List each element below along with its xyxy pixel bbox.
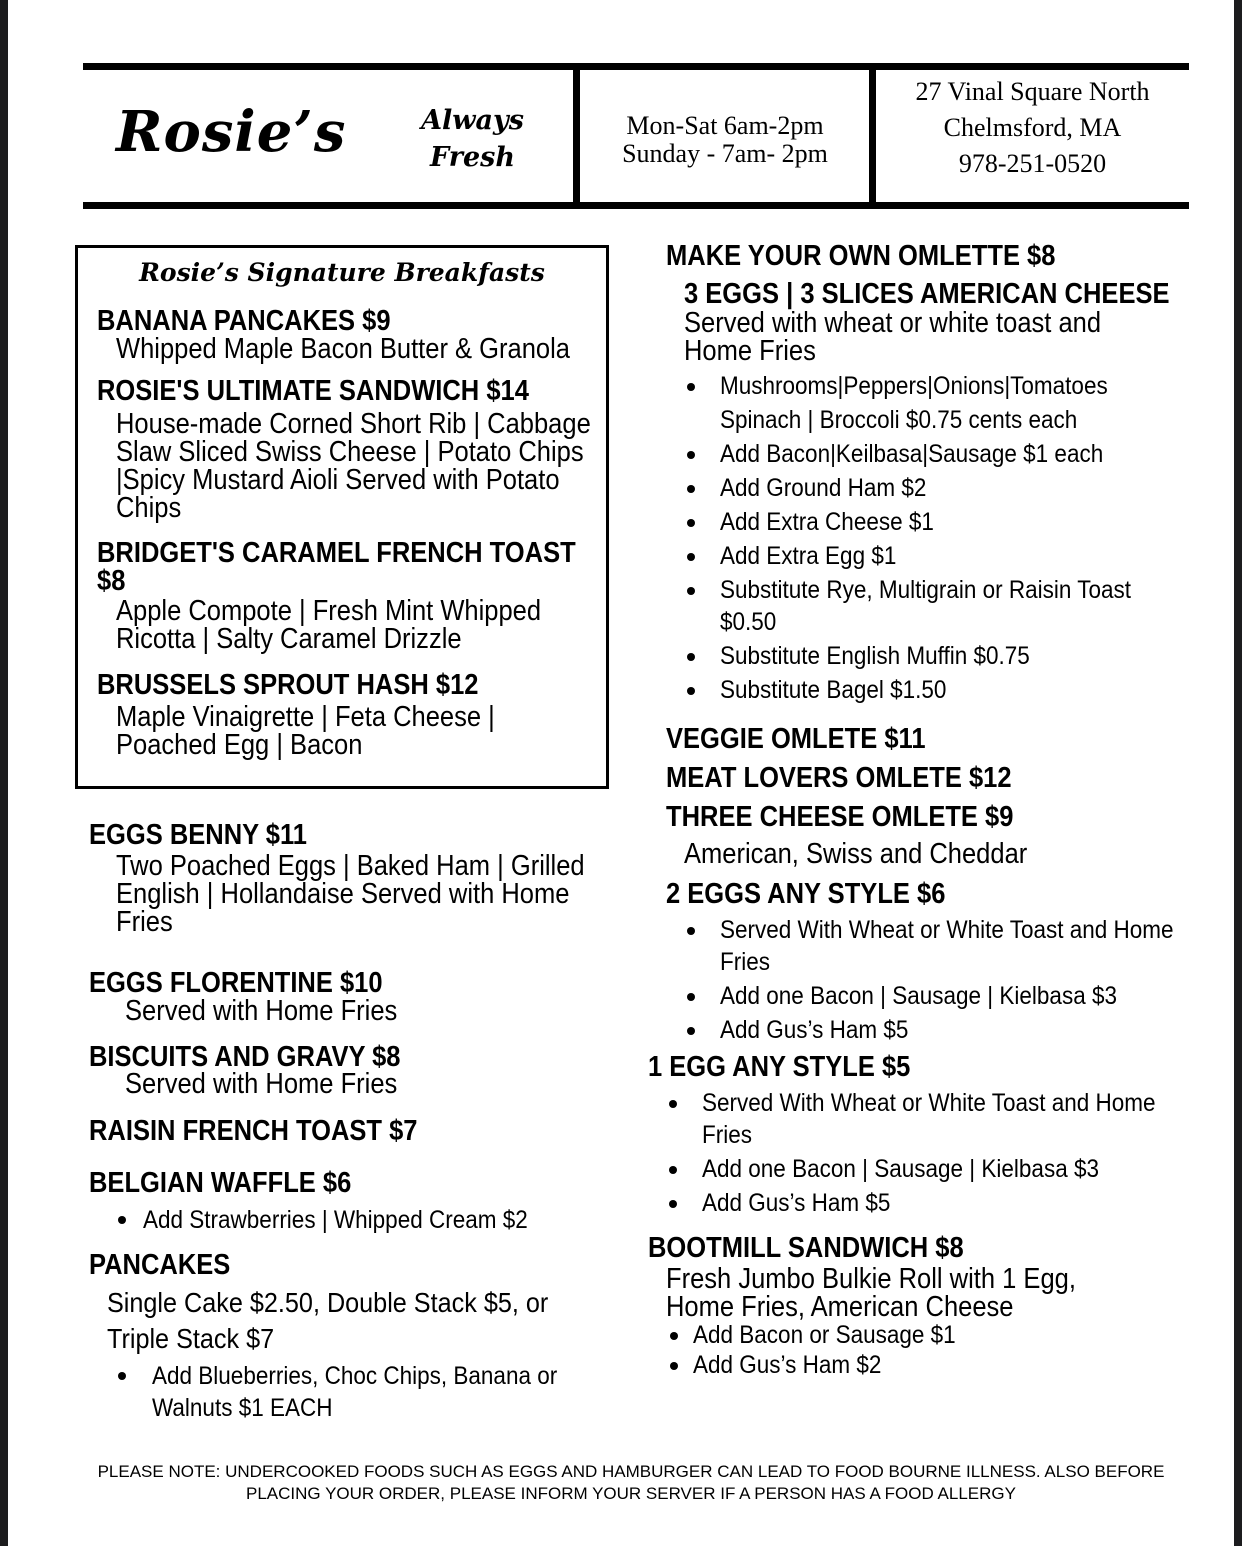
item-description: Home Fries bbox=[684, 335, 816, 367]
item-description: House-made Corned Short Rib | Cabbage bbox=[116, 408, 591, 440]
item-option: Substitute Bagel $1.50 bbox=[720, 676, 947, 704]
bullet-icon bbox=[669, 1200, 677, 1208]
item-option: Add Extra Egg $1 bbox=[720, 542, 897, 570]
bullet-icon bbox=[687, 485, 695, 493]
bullet-icon bbox=[687, 687, 695, 695]
restaurant-logo: Rosie’s bbox=[116, 99, 347, 165]
item-description: Home Fries, American Cheese bbox=[666, 1291, 1014, 1323]
slogan-line: Always bbox=[421, 105, 524, 136]
slogan-line: Fresh bbox=[430, 142, 515, 173]
bullet-icon bbox=[687, 451, 695, 459]
item-option: $0.50 bbox=[720, 608, 777, 636]
item-description: English | Hollandaise Served with Home bbox=[116, 878, 570, 910]
item-name: PANCAKES bbox=[89, 1249, 231, 1281]
item-option: Add one Bacon | Sausage | Kielbasa $3 bbox=[702, 1155, 1099, 1183]
menu-item-veggie-omelette: VEGGIE OMLETE $11 bbox=[666, 723, 926, 755]
item-option: Add Blueberries, Choc Chips, Banana or bbox=[152, 1362, 558, 1390]
street-address: 27 Vinal Square North bbox=[915, 77, 1150, 106]
item-option: Substitute English Muffin $0.75 bbox=[720, 642, 1030, 670]
bullet-icon bbox=[687, 653, 695, 661]
notice-line: PLEASE NOTE: UNDERCOOKED FOODS SUCH AS EGGS AND HAMBURGER CAN LEAD TO FOOD BOURNE ILLNESS. ALSO BEFORE bbox=[97, 1462, 1165, 1481]
opening-hours bbox=[580, 112, 870, 168]
item-description: Fries bbox=[116, 906, 173, 938]
item-name: BISCUITS AND GRAVY $8 bbox=[89, 1041, 401, 1073]
item-option: Fries bbox=[720, 948, 771, 976]
notice-line: PLACING YOUR ORDER, PLEASE INFORM YOUR SERVER IF A PERSON HAS A FOOD ALLERGY bbox=[246, 1484, 1016, 1503]
item-option: Mushrooms|Peppers|Onions|Tomatoes bbox=[720, 372, 1108, 400]
item-option: Substitute Rye, Multigrain or Raisin Toast bbox=[720, 576, 1132, 604]
item-option: Served With Wheat or White Toast and Home bbox=[702, 1089, 1156, 1117]
header-divider bbox=[573, 63, 580, 209]
bullet-icon bbox=[118, 1216, 126, 1224]
header-bottom-rule bbox=[83, 202, 1189, 209]
item-description: Single Cake $2.50, Double Stack $5, or bbox=[107, 1287, 549, 1318]
item-name: BOOTMILL SANDWICH $8 bbox=[648, 1232, 964, 1264]
bullet-icon bbox=[669, 1100, 677, 1108]
item-name: EGGS FLORENTINE $10 bbox=[89, 967, 383, 999]
hours-line: Mon-Sat 6am-2pm bbox=[626, 111, 824, 140]
item-option: Spinach | Broccoli $0.75 cents each bbox=[720, 406, 1078, 434]
item-description: Served with Home Fries bbox=[125, 1068, 398, 1100]
menu-item-meat-lovers-omelette: MEAT LOVERS OMLETE $12 bbox=[666, 762, 1012, 794]
item-option: Add Gus’s Ham $5 bbox=[702, 1189, 891, 1217]
item-description: |Spicy Mustard Aioli Served with Potato bbox=[116, 464, 560, 496]
bullet-icon bbox=[670, 1332, 678, 1340]
item-description: Poached Egg | Bacon bbox=[116, 729, 363, 761]
bullet-icon bbox=[687, 587, 695, 595]
item-description: Ricotta | Salty Caramel Drizzle bbox=[116, 623, 462, 655]
item-option: Add Extra Cheese $1 bbox=[720, 508, 934, 536]
item-option: Fries bbox=[702, 1121, 753, 1149]
bullet-icon bbox=[118, 1372, 126, 1380]
item-name: BELGIAN WAFFLE $6 bbox=[89, 1167, 352, 1199]
item-description: Chips bbox=[116, 492, 182, 524]
item-name: RAISIN FRENCH TOAST $7 bbox=[89, 1115, 418, 1147]
item-description: Slaw Sliced Swiss Cheese | Potato Chips bbox=[116, 436, 584, 468]
item-price: $8 bbox=[97, 565, 126, 597]
item-name: 2 EGGS ANY STYLE $6 bbox=[666, 878, 946, 910]
item-option: Served With Wheat or White Toast and Home bbox=[720, 916, 1174, 944]
item-description: Whipped Maple Bacon Butter & Granola bbox=[116, 333, 570, 365]
address-block bbox=[876, 74, 1189, 182]
item-option: Walnuts $1 EACH bbox=[152, 1394, 333, 1422]
item-name: BRUSSELS SPROUT HASH $12 bbox=[97, 669, 479, 701]
item-option: Add Gus’s Ham $5 bbox=[720, 1016, 909, 1044]
item-description: Fresh Jumbo Bulkie Roll with 1 Egg, bbox=[666, 1263, 1076, 1295]
bullet-icon bbox=[687, 383, 695, 391]
allergy-notice bbox=[60, 1461, 1202, 1505]
item-name: MAKE YOUR OWN OMLETTE $8 bbox=[666, 240, 1056, 272]
item-subtitle: 3 EGGS | 3 SLICES AMERICAN CHEESE bbox=[684, 278, 1170, 310]
item-description: Served with wheat or white toast and bbox=[684, 307, 1102, 339]
item-name: ROSIE'S ULTIMATE SANDWICH $14 bbox=[97, 375, 529, 407]
item-name: BANANA PANCAKES $9 bbox=[97, 305, 391, 337]
item-name: THREE CHEESE OMLETE $9 bbox=[666, 801, 1014, 833]
right-edge-shadow bbox=[1234, 0, 1242, 1546]
item-description: Maple Vinaigrette | Feta Cheese | bbox=[116, 701, 495, 733]
item-option: Add Ground Ham $2 bbox=[720, 474, 927, 502]
header-top-rule bbox=[83, 63, 1189, 70]
item-name: EGGS BENNY $11 bbox=[89, 819, 307, 851]
item-option: Add Gus’s Ham $2 bbox=[693, 1351, 882, 1379]
item-option: Add Strawberries | Whipped Cream $2 bbox=[143, 1206, 528, 1234]
bullet-icon bbox=[687, 927, 695, 935]
bullet-icon bbox=[687, 993, 695, 1001]
item-name: 1 EGG ANY STYLE $5 bbox=[648, 1051, 911, 1083]
bullet-icon bbox=[687, 553, 695, 561]
item-description: Two Poached Eggs | Baked Ham | Grilled bbox=[116, 850, 585, 882]
item-option: Add Bacon|Keilbasa|Sausage $1 each bbox=[720, 440, 1104, 468]
hours-line: Sunday - 7am- 2pm bbox=[622, 139, 828, 168]
left-edge-shadow bbox=[0, 0, 8, 1546]
section-title: Rosie’s Signature Breakfasts bbox=[139, 258, 545, 287]
bullet-icon bbox=[670, 1362, 678, 1370]
bullet-icon bbox=[687, 519, 695, 527]
item-description: Apple Compote | Fresh Mint Whipped bbox=[116, 595, 542, 627]
item-option: Add Bacon or Sausage $1 bbox=[693, 1321, 956, 1349]
phone-number: 978-251-0520 bbox=[958, 149, 1107, 178]
header-divider bbox=[869, 63, 876, 209]
bullet-icon bbox=[669, 1166, 677, 1174]
item-description: Served with Home Fries bbox=[125, 995, 398, 1027]
bullet-icon bbox=[687, 1027, 695, 1035]
item-option: Add one Bacon | Sausage | Kielbasa $3 bbox=[720, 982, 1117, 1010]
slogan bbox=[400, 102, 545, 176]
item-description: American, Swiss and Cheddar bbox=[684, 838, 1028, 870]
city-state: Chelmsford, MA bbox=[943, 113, 1122, 142]
item-description: Triple Stack $7 bbox=[107, 1323, 275, 1354]
item-name: BRIDGET'S CARAMEL FRENCH TOAST bbox=[97, 537, 576, 569]
